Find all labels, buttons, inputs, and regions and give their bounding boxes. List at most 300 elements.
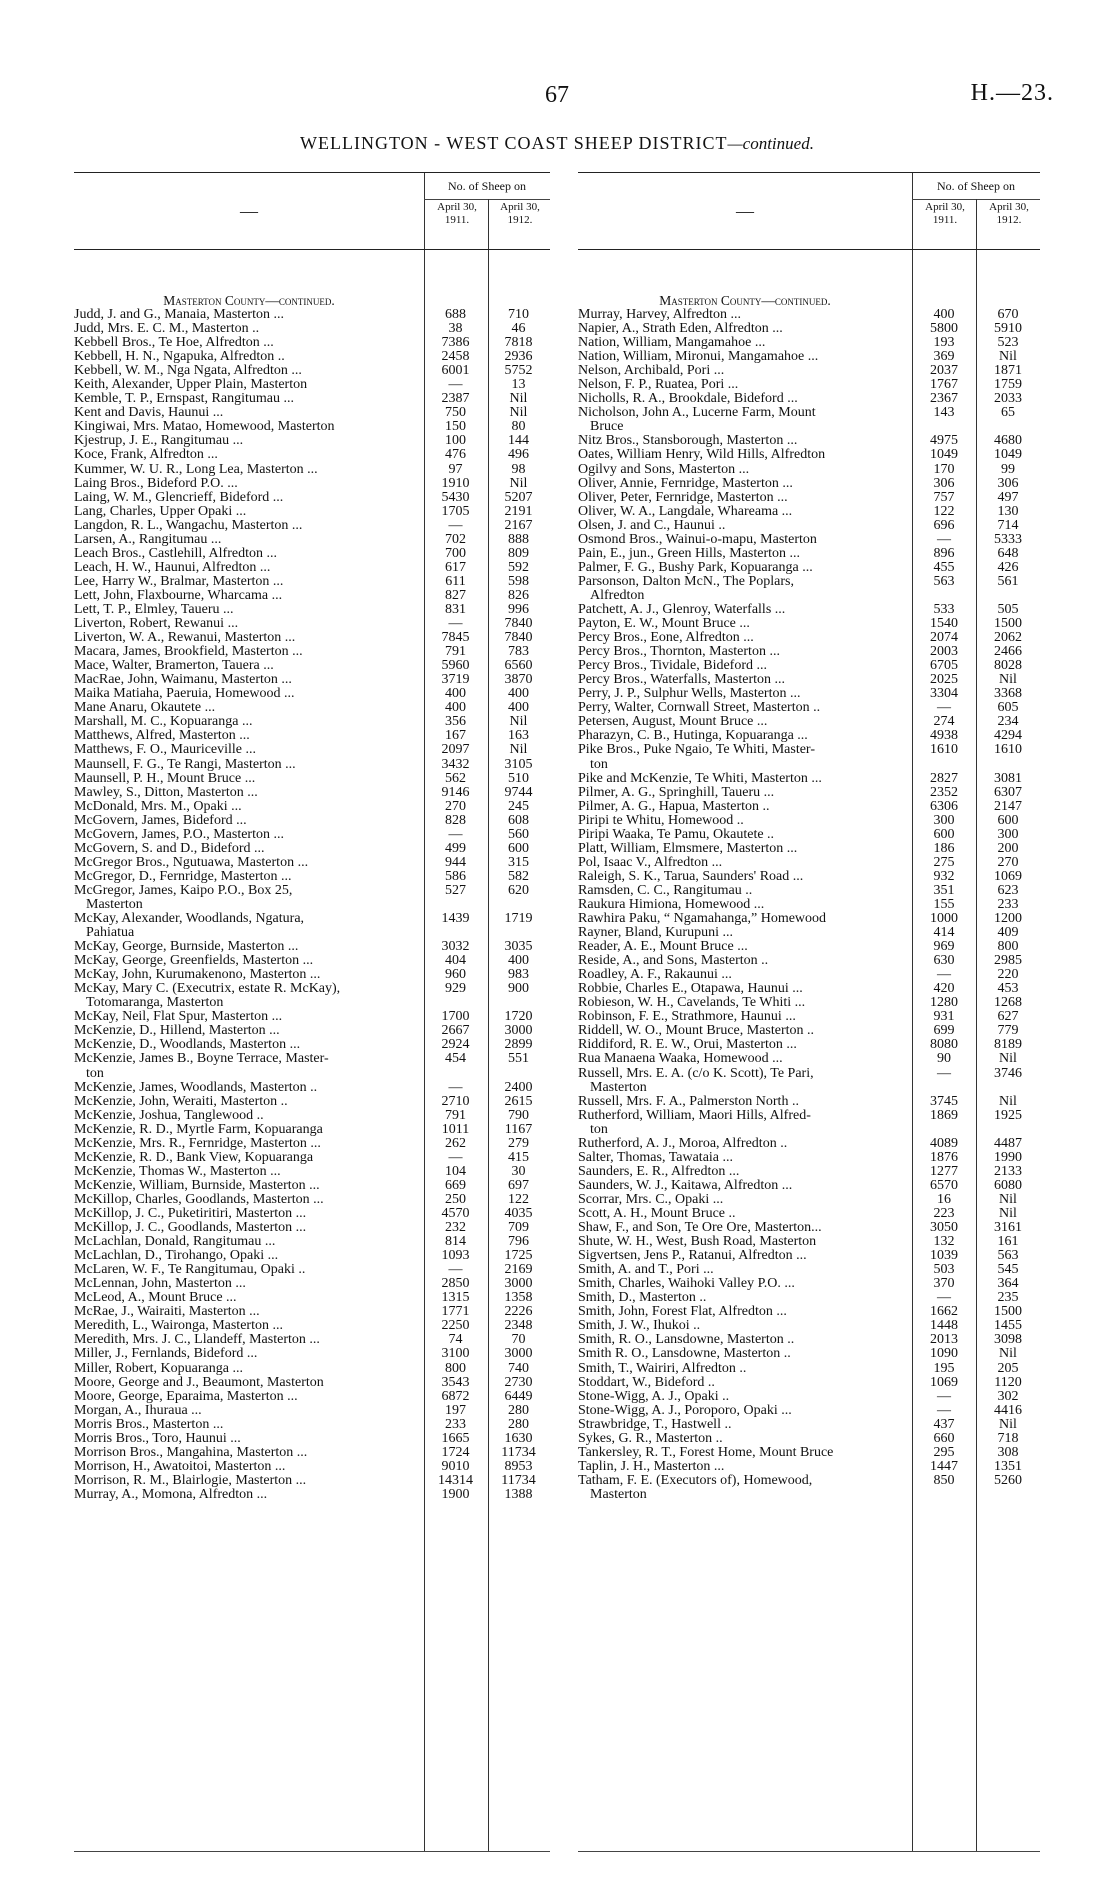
sheep-1912: 6080 <box>994 1177 1022 1193</box>
owner-name: Matthews, Alfred, Masterton ... <box>74 729 250 744</box>
sheep-1912 <box>978 1081 1040 1095</box>
sheep-1911: 688 <box>445 307 466 322</box>
owner-name: Scorrar, Mrs. C., Opaki ... <box>578 1192 724 1207</box>
sheep-1911: 700 <box>445 545 466 561</box>
sheep-1911: 969 <box>933 939 955 955</box>
sheep-1911: 791 <box>445 644 466 660</box>
owner-name: Macara, James, Brookfield, Masterton ... <box>74 645 303 660</box>
table-row <box>578 1347 1040 1361</box>
sheep-1912: 1455 <box>994 1318 1022 1334</box>
owner-name: Strawbridge, T., Hastwell .. <box>578 1417 732 1432</box>
sheep-1912: 163 <box>508 728 529 744</box>
sheep-1912: Nil <box>509 742 528 758</box>
sheep-1912: 233 <box>997 896 1019 912</box>
sheep-1912: 608 <box>508 812 529 828</box>
owner-name: McKillop, J. C., Goodlands, Masterton ... <box>74 1221 307 1236</box>
table-row <box>74 659 550 673</box>
sheep-1911: 300 <box>933 812 955 828</box>
table-row <box>578 1277 1040 1291</box>
table-row <box>578 392 1040 406</box>
sheep-1912: 2062 <box>994 630 1022 646</box>
sheep-1911 <box>427 898 488 912</box>
owner-name: Patchett, A. J., Glenroy, Waterfalls ... <box>578 602 786 617</box>
sheep-1911: 3719 <box>441 672 470 688</box>
sheep-1912: 5260 <box>994 1472 1022 1488</box>
sheep-1912: 8189 <box>994 1037 1022 1053</box>
sheep-1911: 1665 <box>441 1430 470 1446</box>
header-col-1912: April 30, 1912. <box>989 201 1029 226</box>
owner-name: Shaw, F., and Son, Te Ore Ore, Masterton... <box>578 1221 822 1236</box>
sheep-1911: 6570 <box>930 1177 958 1193</box>
sheep-1912: 1167 <box>504 1121 533 1137</box>
owner-name: Shute, W. H., West, Bush Road, Masterton <box>578 1235 817 1250</box>
sheep-1912: 70 <box>511 1332 526 1348</box>
sheep-1912: 2191 <box>504 503 533 519</box>
sheep-1912: 400 <box>508 700 529 716</box>
sheep-1911: 356 <box>445 714 466 730</box>
sheep-1912: 80 <box>511 419 526 435</box>
sheep-1911: 262 <box>445 1135 466 1151</box>
sheep-1911: 1610 <box>930 742 958 758</box>
sheep-1911: 3745 <box>930 1093 958 1109</box>
owner-name: Rua Manaena Waaka, Homewood ... <box>578 1052 783 1067</box>
owner-name: Maunsell, P. H., Mount Bruce ... <box>74 771 256 786</box>
owner-name: Alfredton <box>590 588 645 603</box>
sheep-1911: 232 <box>445 1220 466 1236</box>
owner-name: McLaren, W. F., Te Rangitumau, Opaki .. <box>74 1263 306 1278</box>
table-row <box>578 1024 1040 1038</box>
sheep-1912: 1500 <box>994 616 1022 632</box>
sheep-1912: 1049 <box>994 447 1022 463</box>
sheep-1912: 983 <box>508 967 529 983</box>
sheep-1911: 750 <box>445 405 466 421</box>
sheep-1912: 3870 <box>504 672 533 688</box>
table-row <box>74 1446 550 1460</box>
sheep-1911: 250 <box>445 1191 466 1207</box>
sheep-1912: 623 <box>997 882 1019 898</box>
sheep-1911: 104 <box>445 1163 466 1179</box>
owner-name: McKenzie, Joshua, Tanglewood .. <box>74 1108 264 1123</box>
owner-name: Raukura Himiona, Homewood ... <box>578 897 765 912</box>
sheep-1912: 13 <box>511 377 526 393</box>
sheep-1912: 718 <box>997 1430 1019 1446</box>
sheep-1912: 790 <box>508 1107 529 1123</box>
owner-name: McLeod, A., Mount Bruce ... <box>74 1291 237 1306</box>
sheep-1912: Nil <box>509 405 528 421</box>
page-number: 67 <box>545 82 569 108</box>
owner-name: Kebbell, W. M., Nga Ngata, Alfredton ... <box>74 364 302 379</box>
table-row <box>74 561 550 575</box>
owner-name: Mawley, S., Ditton, Masterton ... <box>74 785 258 800</box>
sheep-1912: 4035 <box>504 1206 533 1221</box>
header-group: No. of Sheep on <box>424 173 550 200</box>
owner-name: Nelson, Archibald, Pori ... <box>578 364 725 379</box>
owner-name: McLachlan, D., Tirohango, Opaki ... <box>74 1249 279 1264</box>
sheep-1911: 828 <box>445 812 466 828</box>
sheep-1912: 598 <box>508 573 529 589</box>
sheep-1911: 306 <box>933 475 955 491</box>
page-title <box>0 133 1114 154</box>
sheep-1911: 3100 <box>441 1346 470 1362</box>
sheep-1912: 7840 <box>504 616 533 632</box>
table-row <box>578 1249 1040 1263</box>
sheep-1912: 2899 <box>504 1037 533 1053</box>
owner-name: Payton, E. W., Mount Bruce ... <box>578 617 750 632</box>
owner-name: McKillop, J. C., Puketiritiri, Masterton ... <box>74 1207 307 1221</box>
sheep-1912: 523 <box>997 335 1019 351</box>
page-code: H.—23. <box>970 80 1054 106</box>
owner-name: Saunders, W. J., Kaitawa, Alfredton ... <box>578 1178 793 1193</box>
sheep-1912: 409 <box>997 925 1019 941</box>
sheep-1911 <box>427 926 488 940</box>
sheep-1912: 1925 <box>994 1107 1022 1123</box>
sheep-1911: — <box>448 377 463 393</box>
owner-name: Nation, William, Mironui, Mangamahoe ... <box>578 350 819 365</box>
sheep-1911: 757 <box>933 489 955 505</box>
sheep-1912: 364 <box>997 1276 1019 1292</box>
owner-name: Olsen, J. and C., Haunui .. <box>578 518 726 533</box>
owner-name: Tatham, F. E. (Executors of), Homewood, <box>578 1473 813 1488</box>
table-row <box>578 870 1040 884</box>
table-row <box>578 1109 1040 1123</box>
table-row <box>578 701 1040 715</box>
owner-name: Masterton <box>590 1487 647 1502</box>
sheep-1912: 30 <box>511 1163 526 1179</box>
sheep-1912: 796 <box>508 1234 529 1250</box>
sheep-1912: 740 <box>508 1360 529 1376</box>
sheep-1912: 200 <box>997 840 1019 856</box>
table-row <box>578 350 1040 364</box>
sheep-1911: 931 <box>933 1009 955 1025</box>
table-row <box>578 617 1040 631</box>
sheep-1912: Nil <box>999 1093 1017 1109</box>
sheep-1912: 6307 <box>994 784 1022 800</box>
left-table-body <box>74 250 550 1852</box>
owner-name: Pahiatua <box>86 926 135 941</box>
sheep-1912: 709 <box>508 1220 529 1236</box>
owner-name: McGregor, James, Kaipo P.O., Box 25, <box>74 883 293 898</box>
owner-name: Liverton, W. A., Rewanui, Masterton ... <box>74 631 296 646</box>
sheep-1912: 234 <box>997 714 1019 730</box>
sheep-1911: 1280 <box>930 995 958 1011</box>
table-row <box>74 870 550 884</box>
sheep-1912: Nil <box>999 349 1017 365</box>
table-row <box>578 1404 1040 1418</box>
sheep-1912: 510 <box>508 770 529 786</box>
table-row <box>74 434 550 448</box>
owner-name: Reader, A. E., Mount Bruce ... <box>578 940 748 955</box>
sheep-1912: 235 <box>997 1290 1019 1306</box>
header-blank: — <box>736 201 754 221</box>
owner-name: Oliver, Peter, Fernridge, Masterton ... <box>578 490 788 505</box>
owner-name: Nelson, F. P., Ruatea, Pori ... <box>578 378 739 393</box>
table-row <box>74 350 550 364</box>
sheep-1911: 1771 <box>441 1304 470 1320</box>
sheep-1911: 2924 <box>441 1037 470 1053</box>
table-row <box>578 968 1040 982</box>
table-row <box>578 1179 1040 1193</box>
owner-name: Langdon, R. L., Wangachu, Masterton ... <box>74 518 303 533</box>
sheep-1912: 98 <box>511 461 526 477</box>
sheep-1911: 1439 <box>441 911 470 927</box>
table-row <box>74 336 550 350</box>
sheep-1912: 315 <box>508 854 529 870</box>
owner-name: Laing Bros., Bideford P.O. ... <box>74 476 238 491</box>
table-row <box>74 1432 550 1446</box>
table-row <box>578 406 1040 420</box>
sheep-1911 <box>915 1081 977 1095</box>
sheep-1911: 660 <box>933 1430 955 1446</box>
owner-name: Tankersley, R. T., Forest Home, Mount Bruce <box>578 1445 834 1460</box>
sheep-1912: 6560 <box>504 658 533 674</box>
sheep-1912: 415 <box>508 1149 529 1165</box>
table-row <box>578 589 1040 603</box>
sheep-1912: Nil <box>999 1346 1017 1362</box>
table-row <box>578 1193 1040 1207</box>
owner-name: Smith, D., Masterton .. <box>578 1291 707 1306</box>
sheep-1911: 562 <box>445 770 466 786</box>
sheep-1912: 99 <box>1001 461 1015 477</box>
owner-name: Raleigh, S. K., Tarua, Saunders' Road ... <box>578 869 804 884</box>
sheep-1912: 1388 <box>504 1486 533 1502</box>
sheep-1911: 1011 <box>441 1121 470 1137</box>
owner-name: Moore, George, Eparaima, Masterton ... <box>74 1389 298 1404</box>
table-row <box>74 1376 550 1390</box>
sheep-1911: 9010 <box>441 1458 470 1474</box>
owner-name: Liverton, Robert, Rewanui ... <box>74 617 239 632</box>
sheep-1911: 2097 <box>441 742 470 758</box>
sheep-1912: 1500 <box>994 1304 1022 1320</box>
table-row <box>74 491 550 505</box>
sheep-1912: 627 <box>997 1009 1019 1025</box>
sheep-1911: 1700 <box>441 1009 470 1025</box>
sheep-1911: 400 <box>933 307 955 322</box>
table-row <box>578 1291 1040 1305</box>
owner-name: Robinson, F. E., Strathmore, Haunui ... <box>578 1010 796 1025</box>
sheep-1911: — <box>937 700 951 716</box>
owner-name: Maunsell, F. G., Te Rangi, Masterton ... <box>74 757 296 772</box>
table-row <box>74 378 550 392</box>
owner-name: Smith, T., Wairiri, Alfredton .. <box>578 1361 747 1376</box>
sheep-1911: 400 <box>445 700 466 716</box>
owner-name: Pilmer, A. G., Hapua, Masterton .. <box>578 799 770 814</box>
table-row <box>578 1151 1040 1165</box>
sheep-1912: 2226 <box>504 1304 533 1320</box>
owner-name: McKenzie, Mrs. R., Fernridge, Masterton ... <box>74 1136 321 1151</box>
table-row <box>74 519 550 533</box>
table-row <box>74 1123 550 1137</box>
sheep-1912: 620 <box>508 882 529 898</box>
owner-name: Nation, William, Mangamahoe ... <box>578 336 766 351</box>
sheep-1912: 46 <box>511 321 526 337</box>
owner-name: McGovern, S. and D., Bideford ... <box>74 841 265 856</box>
table-row <box>74 1095 550 1109</box>
sheep-1912: 8028 <box>994 658 1022 674</box>
sheep-1911: 1277 <box>930 1163 958 1179</box>
table-row <box>578 1305 1040 1319</box>
table-row <box>578 729 1040 743</box>
sheep-1912: 1719 <box>504 911 533 927</box>
table-row <box>74 1052 550 1066</box>
owner-name: Smith R. O., Lansdowne, Masterton .. <box>578 1347 791 1362</box>
table-row <box>74 715 550 729</box>
sheep-1912: 306 <box>997 475 1019 491</box>
table-row <box>74 954 550 968</box>
table-row <box>578 786 1040 800</box>
owner-name: Smith, A. and T., Pori ... <box>578 1263 714 1278</box>
table-row <box>578 926 1040 940</box>
sheep-1912: 560 <box>508 826 529 842</box>
table-row <box>74 912 550 926</box>
sheep-1912: 11734 <box>501 1444 536 1460</box>
sheep-1912: 592 <box>508 559 529 575</box>
sheep-1911: 295 <box>933 1444 955 1460</box>
sheep-1911: 2827 <box>930 770 958 786</box>
sheep-1911: 6001 <box>441 363 470 379</box>
table-row <box>74 392 550 406</box>
sheep-1911: 611 <box>445 573 466 589</box>
sheep-1912: 551 <box>508 1051 529 1067</box>
sheep-1912: 505 <box>997 601 1019 617</box>
sheep-1912: 2615 <box>504 1093 533 1109</box>
table-row <box>578 463 1040 477</box>
table-row <box>578 420 1040 434</box>
table-row <box>74 842 550 856</box>
table-row <box>74 308 550 322</box>
sheep-1911: 2013 <box>930 1332 958 1348</box>
owner-name: Kebbell, H. N., Ngapuka, Alfredton .. <box>74 350 285 365</box>
table-row <box>578 940 1040 954</box>
sheep-1911: 527 <box>445 882 466 898</box>
sheep-1912: 605 <box>997 700 1019 716</box>
owner-name: Keith, Alexander, Upper Plain, Masterton <box>74 378 308 393</box>
owner-name: Maika Matiaha, Paeruia, Homewood ... <box>74 687 295 702</box>
section-heading: Masterton County—continued. <box>163 293 335 308</box>
owner-name: Roadley, A. F., Rakaunui ... <box>578 968 732 983</box>
sheep-1911 <box>915 758 977 772</box>
sheep-1912: 1069 <box>994 868 1022 884</box>
table-row <box>74 603 550 617</box>
owner-name: Lett, T. P., Elmley, Taueru ... <box>74 602 234 617</box>
table-row <box>578 1333 1040 1347</box>
table-row <box>74 1179 550 1193</box>
owner-name: Meredith, L., Waironga, Masterton ... <box>74 1319 283 1334</box>
header-col-1912: April 30, 1912. <box>500 201 540 226</box>
sheep-1912: Nil <box>999 1416 1017 1432</box>
sheep-1911: 831 <box>445 601 466 617</box>
owner-name: Pharazyn, C. B., Hutinga, Kopuaranga ... <box>578 729 808 744</box>
sheep-1911: 617 <box>445 559 466 575</box>
table-row <box>74 575 550 589</box>
table-row <box>74 926 550 940</box>
sheep-1911: 1910 <box>441 475 470 491</box>
sheep-1912: 582 <box>508 868 529 884</box>
sheep-1911: 791 <box>445 1107 466 1123</box>
owner-name: Saunders, E. R., Alfredton ... <box>578 1164 740 1179</box>
table-row <box>74 1263 550 1277</box>
sheep-1911: 455 <box>933 559 955 575</box>
owner-name: Smith, J. W., Ihukoi .. <box>578 1319 701 1334</box>
sheep-1912: 2936 <box>504 349 533 365</box>
table-row <box>578 1095 1040 1109</box>
sheep-1911: — <box>448 1149 463 1165</box>
table-row <box>74 1235 550 1249</box>
owner-name: McKenzie, James, Woodlands, Masterton .. <box>74 1080 318 1095</box>
table-row <box>578 1319 1040 1333</box>
owner-name: Smith, Charles, Waihoki Valley P.O. ... <box>578 1277 795 1292</box>
sheep-1911: 233 <box>445 1416 466 1432</box>
sheep-1911: 3543 <box>441 1374 470 1390</box>
table-row <box>74 856 550 870</box>
owner-name: Percy Bros., Waterfalls, Masterton ... <box>578 673 786 688</box>
sheep-1912: 205 <box>997 1360 1019 1376</box>
sheep-1912: 3746 <box>994 1065 1022 1081</box>
table-row <box>578 715 1040 729</box>
table-row <box>74 772 550 786</box>
table-row <box>578 308 1040 322</box>
sheep-1911: 270 <box>445 798 466 814</box>
owner-name: Totomaranga, Masterton <box>86 996 224 1011</box>
sheep-1911: 896 <box>933 545 955 561</box>
sheep-1911: 143 <box>933 405 955 421</box>
table-row <box>578 533 1040 547</box>
owner-name: Salter, Thomas, Tawataia ... <box>578 1150 734 1165</box>
owner-name: McRae, J., Wairaiti, Masterton ... <box>74 1305 260 1320</box>
sheep-1911: 1069 <box>930 1374 958 1390</box>
table-row <box>74 786 550 800</box>
sheep-1911: 850 <box>933 1472 955 1488</box>
sheep-1912: 161 <box>997 1234 1019 1250</box>
table-row <box>578 912 1040 926</box>
sheep-1912: 300 <box>997 826 1019 842</box>
sheep-1911: 74 <box>448 1332 463 1348</box>
sheep-1911 <box>915 589 977 603</box>
table-row <box>74 1362 550 1376</box>
sheep-1912: 4680 <box>994 433 1022 449</box>
sheep-1912: 600 <box>508 840 529 856</box>
table-row <box>74 322 550 336</box>
table-row <box>578 1263 1040 1277</box>
owner-name: Stoddart, W., Bideford .. <box>578 1375 715 1390</box>
table-row <box>74 1038 550 1052</box>
owner-name: Ramsden, C. C., Rangitumau .. <box>578 883 753 898</box>
sheep-1912: 1610 <box>994 742 1022 758</box>
sheep-1912: 779 <box>997 1023 1019 1039</box>
owner-name: Napier, A., Strath Eden, Alfredton ... <box>578 322 783 337</box>
sheep-1911: 8080 <box>930 1037 958 1053</box>
sheep-1911: 2458 <box>441 349 470 365</box>
table-row <box>578 1221 1040 1235</box>
owner-name: Masterton <box>86 897 143 912</box>
sheep-1911: 14314 <box>438 1472 473 1488</box>
sheep-1912: 783 <box>508 644 529 660</box>
sheep-1912: 3098 <box>994 1332 1022 1348</box>
sheep-1911: 1049 <box>930 447 958 463</box>
table-row <box>578 982 1040 996</box>
header-col-1911: April 30, 1911. <box>925 201 965 226</box>
sheep-1911: 4570 <box>441 1206 470 1221</box>
sheep-1912: 280 <box>508 1416 529 1432</box>
owner-name: Percy Bros., Tividale, Bideford ... <box>578 659 767 674</box>
table-row <box>74 814 550 828</box>
owner-name: Piripi Waaka, Te Pamu, Okautete .. <box>578 827 775 842</box>
owner-name: Morris Bros., Masterton ... <box>74 1417 224 1432</box>
sheep-1911: 5430 <box>441 489 470 505</box>
sheep-1912: 1725 <box>504 1248 533 1264</box>
owner-name: Miller, Robert, Kopuaranga ... <box>74 1361 243 1376</box>
sheep-1912: 1358 <box>504 1290 533 1306</box>
sheep-1912: 3000 <box>504 1023 533 1039</box>
